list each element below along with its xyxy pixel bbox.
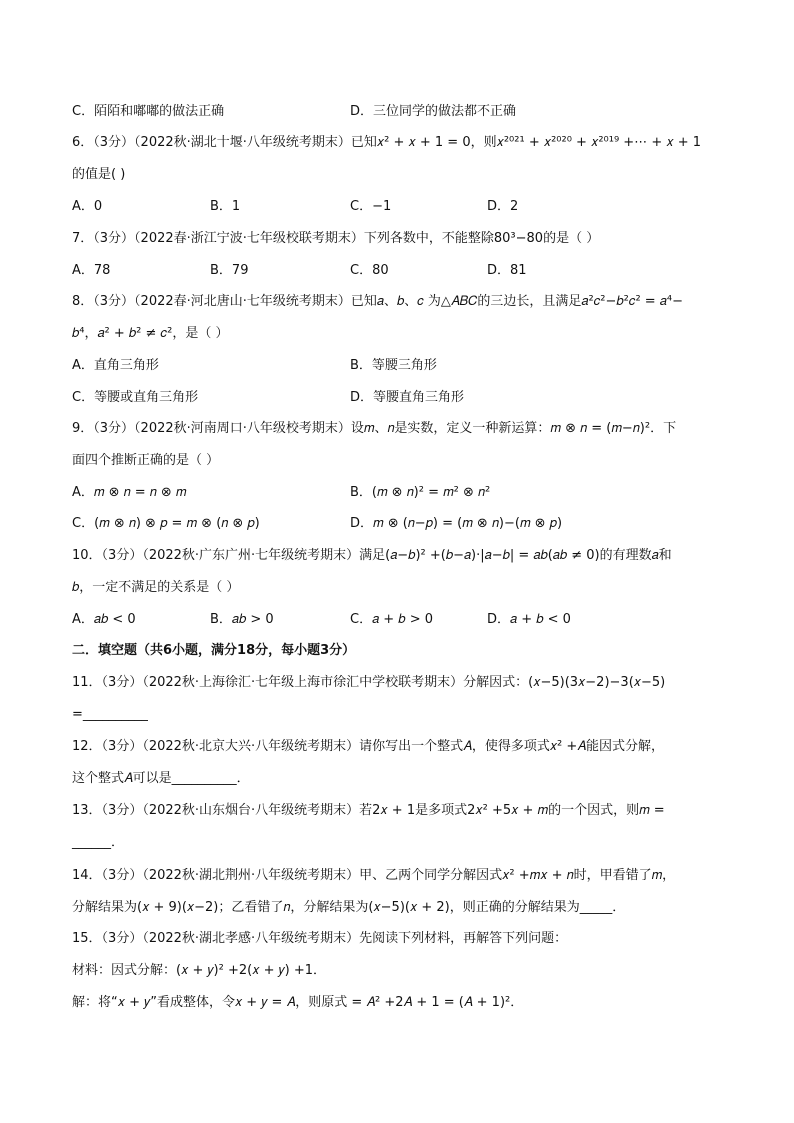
q7-option-c: C．80: [350, 263, 389, 278]
q8-option-a: A．直角三角形: [72, 358, 159, 373]
q7-stem: 7．（3分）（2022春·浙江宁波·七年级校联考期末）下列各数中，不能整除80³−80的是（ ）: [72, 231, 600, 246]
q8-option-c: C．等腰或直角三角形: [72, 390, 199, 405]
q15-solution: 解：将“𝑥 + 𝑦”看成整体，令𝑥 + 𝑦 = 𝐴，则原式 = 𝐴² +2𝐴 + 1 = (𝐴 + 1)²．: [72, 995, 524, 1010]
q13-stem: 13．（3分）（2022秋·山东烟台·八年级统考期末）若2𝑥 + 1是多项式2𝑥² +5𝑥 + 𝑚的一个因式，则𝑚 =: [72, 803, 665, 818]
q6-option-a: A．0: [72, 199, 103, 214]
section-heading-fill-in: 二．填空题（共6小题，满分18分，每小题3分）: [72, 643, 356, 658]
q7-option-a: A．78: [72, 263, 111, 278]
q10-option-d: D．𝑎 + 𝑏 < 0: [487, 612, 571, 627]
q13-answer-blank: ______．: [72, 835, 125, 850]
q7-option-d: D．81: [487, 263, 527, 278]
q7-option-b: B．79: [210, 263, 249, 278]
q6-option-c: C．−1: [350, 199, 392, 214]
q8-stem-cont: 𝑏⁴，𝑎² + 𝑏² ≠ 𝑐²，是（ ）: [72, 326, 229, 341]
q9-option-a: A．𝑚 ⊗ 𝑛 = 𝑛 ⊗ 𝑚: [72, 485, 187, 500]
q5-option-d: D．三位同学的做法都不正确: [350, 104, 517, 119]
q10-option-c: C．𝑎 + 𝑏 > 0: [350, 612, 433, 627]
q8-stem: 8．（3分）（2022春·河北唐山·七年级统考期末）已知𝑎、𝑏、𝑐 为△𝐴𝐵𝐶的三边长，且满足𝑎²𝑐²−𝑏²𝑐² = 𝑎⁴−: [72, 294, 683, 309]
q9-option-d: D．𝑚 ⊗ (𝑛−𝑝) = (𝑚 ⊗ 𝑛)−(𝑚 ⊗ 𝑝): [350, 516, 563, 531]
q11-stem: 11．（3分）（2022秋·上海徐汇·七年级上海市徐汇中学校联考期末）分解因式：(𝑥−5)(3𝑥−2)−3(𝑥−5): [72, 675, 666, 690]
q15-material: 材料：因式分解：(𝑥 + 𝑦)² +2(𝑥 + 𝑦) +1．: [72, 963, 327, 978]
q10-option-a: A．𝑎𝑏 < 0: [72, 612, 136, 627]
q8-option-b: B．等腰三角形: [350, 358, 437, 373]
q9-option-b: B．(𝑚 ⊗ 𝑛)² = 𝑚² ⊗ 𝑛²: [350, 485, 491, 500]
q10-stem: 10．（3分）（2022秋·广东广州·七年级统考期末）满足(𝑎−𝑏)² +(𝑏−𝑎)·|𝑎−𝑏| = 𝑎𝑏(𝑎𝑏 ≠ 0)的有理数𝑎和: [72, 548, 672, 563]
q14-stem: 14．（3分）（2022秋·湖北荆州·八年级统考期末）甲、乙两个同学分解因式𝑥² +𝑚𝑥 + 𝑛时，甲看错了𝑚，: [72, 868, 676, 883]
q6-option-b: B．1: [210, 199, 241, 214]
q14-stem-cont: 分解结果为(𝑥 + 9)(𝑥−2)；乙看错了𝑛，分解结果为(𝑥−5)(𝑥 + 2)，则正确的分解结果为_____．: [72, 900, 626, 915]
q12-stem: 12．（3分）（2022秋·北京大兴·八年级统考期末）请你写出一个整式𝐴，使得多项式𝑥² +𝐴能因式分解，: [72, 739, 664, 754]
q9-stem: 9．（3分）（2022秋·河南周口·八年级校考期末）设𝑚、𝑛是实数，定义一种新运算：𝑚 ⊗ 𝑛 = (𝑚−𝑛)²．下: [72, 421, 677, 436]
q6-option-d: D．2: [487, 199, 519, 214]
q5-option-c: C．陌陌和嘟嘟的做法正确: [72, 104, 225, 119]
q10-stem-cont: 𝑏，一定不满足的关系是（ ）: [72, 580, 240, 595]
q6-stem-cont: 的值是( ): [72, 167, 126, 182]
q11-answer-blank: =__________: [72, 707, 148, 722]
q8-option-d: D．等腰直角三角形: [350, 390, 465, 405]
q10-option-b: B．𝑎𝑏 > 0: [210, 612, 274, 627]
q15-stem: 15．（3分）（2022秋·湖北孝感·八年级统考期末）先阅读下列材料，再解答下列问题：: [72, 931, 568, 946]
q9-option-c: C．(𝑚 ⊗ 𝑛) ⊗ 𝑝 = 𝑚 ⊗ (𝑛 ⊗ 𝑝): [72, 516, 260, 531]
q6-stem: 6．（3分）（2022秋·湖北十堰·八年级统考期末）已知𝑥² + 𝑥 + 1 = 0，则𝑥²⁰²¹ + 𝑥²⁰²⁰ + 𝑥²⁰¹⁹ +⋯ + 𝑥 + 1: [72, 135, 702, 150]
q9-stem-cont: 面四个推断正确的是（ ）: [72, 453, 220, 468]
q12-stem-cont: 这个整式𝐴可以是__________．: [72, 771, 250, 786]
